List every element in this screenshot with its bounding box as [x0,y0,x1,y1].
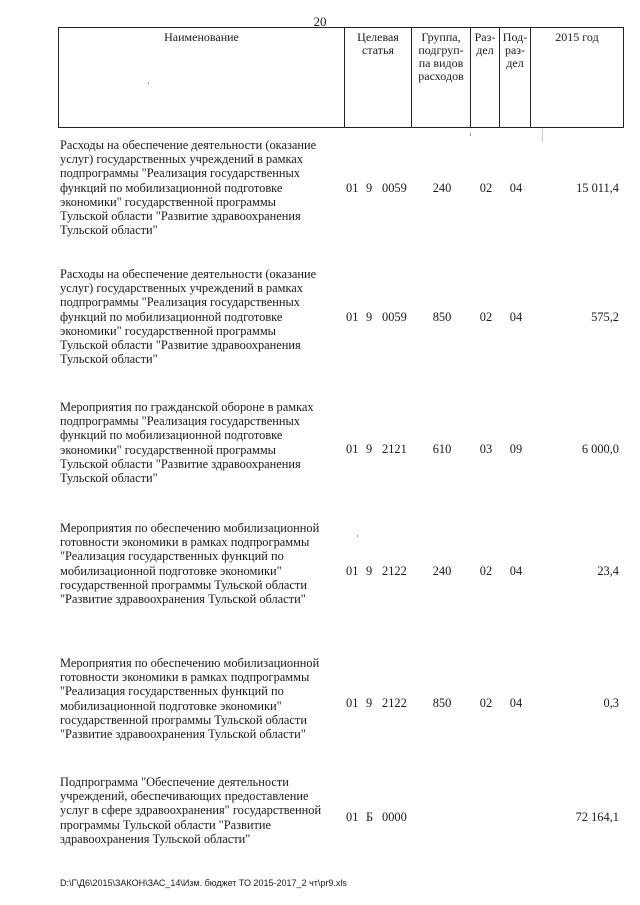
article-code: 0059 [382,181,407,195]
header-name: Наименование [59,28,345,128]
amount: 72 164,1 [575,810,619,824]
expense-group: 850 [432,310,452,324]
header-section: Раз- дел [471,28,500,128]
subsection-code: 04 [509,696,523,710]
header-target-article: Целевая статья [345,28,412,128]
section-code: 02 [479,696,493,710]
scan-speck [470,133,471,136]
row-name: Мероприятия по обеспечению мобилизационной готовности экономики в рамках подпрограммы "Реализация государственных функций по мобилизационной подготовке экономики" государственной программы Тульской области "Развитие здравоохранения Тульской области" [60,521,320,607]
row-name: Расходы на обеспечение деятельности (оказание услуг) государственных учреждений в рамках подпрограммы "Реализация государственных функций по мобилизационной подготовке экономики" государственной программы Тульской области "Развитие здравоохранения Тульской области" [60,138,317,238]
row-name: Мероприятия по обеспечению мобилизационной готовности экономики в рамках подпрограммы "Реализация государственных функций по мобилизационной подготовке экономики" государственной программы Тульской области "Развитие здравоохранения Тульской области" [60,656,320,742]
row-name: Мероприятия по гражданской обороне в рамках подпрограммы "Реализация государственных функций по мобилизационной подготовке экономики" государственной программы Тульской области "Развитие здравоохранения Тульской области" [60,400,314,486]
subprogram-code: 9 [366,696,373,710]
scan-speck [148,82,149,84]
program-code: 01 [346,564,359,578]
article-code: 2121 [382,442,407,456]
expense-group: 240 [432,564,452,578]
program-code: 01 [346,310,359,324]
header-subsection: Под- раз- дел [500,28,531,128]
article-code: 2122 [382,696,407,710]
subsection-code: 09 [509,442,523,456]
scan-speck [357,535,358,537]
article-code: 0059 [382,310,407,324]
subsection-code: 04 [509,310,523,324]
scan-speck [542,128,543,142]
amount: 23,4 [597,564,619,578]
file-path-footer: D:\Г\Д6\2015\ЗАКОН\ЗАС_14\Изм. бюджет ТО 2015-2017_2 чт\pr9.xls [60,878,347,888]
article-code: 2122 [382,564,407,578]
row-name: Расходы на обеспечение деятельности (оказание услуг) государственных учреждений в рамках подпрограммы "Реализация государственных функций по мобилизационной подготовке экономики" государственной программы Тульской области "Развитие здравоохранения Тульской области" [60,267,317,367]
subprogram-code: 9 [366,310,373,324]
program-code: 01 [346,696,359,710]
header-group: Группа, подгруп- па видов расходов [412,28,471,128]
page-number: 20 [313,14,327,29]
row-name: Подпрограмма "Обеспечение деятельности учреждений, обеспечивающих предоставление услуг в сфере здравоохранения" государственной программы Тульской области "Развитие здравоохранения Тульской области" [60,775,322,846]
program-code: 01 [346,442,359,456]
amount: 15 011,4 [576,181,619,195]
expense-group: 850 [432,696,452,710]
program-code: 01 [346,810,359,824]
expense-group: 240 [432,181,452,195]
header-year: 2015 год [531,28,624,128]
amount: 575,2 [591,310,619,324]
section-code: 03 [479,442,493,456]
table-header [58,27,624,128]
subprogram-code: 9 [366,442,373,456]
subprogram-code: 9 [366,564,373,578]
section-code: 02 [479,181,493,195]
article-code: 0000 [382,810,407,824]
subprogram-code: Б [366,810,374,824]
amount: 0,3 [603,696,619,710]
subsection-code: 04 [509,181,523,195]
section-code: 02 [479,564,493,578]
subprogram-code: 9 [366,181,373,195]
section-code: 02 [479,310,493,324]
subsection-code: 04 [509,564,523,578]
amount: 6 000,0 [581,442,619,456]
expense-group: 610 [432,442,452,456]
program-code: 01 [346,181,359,195]
